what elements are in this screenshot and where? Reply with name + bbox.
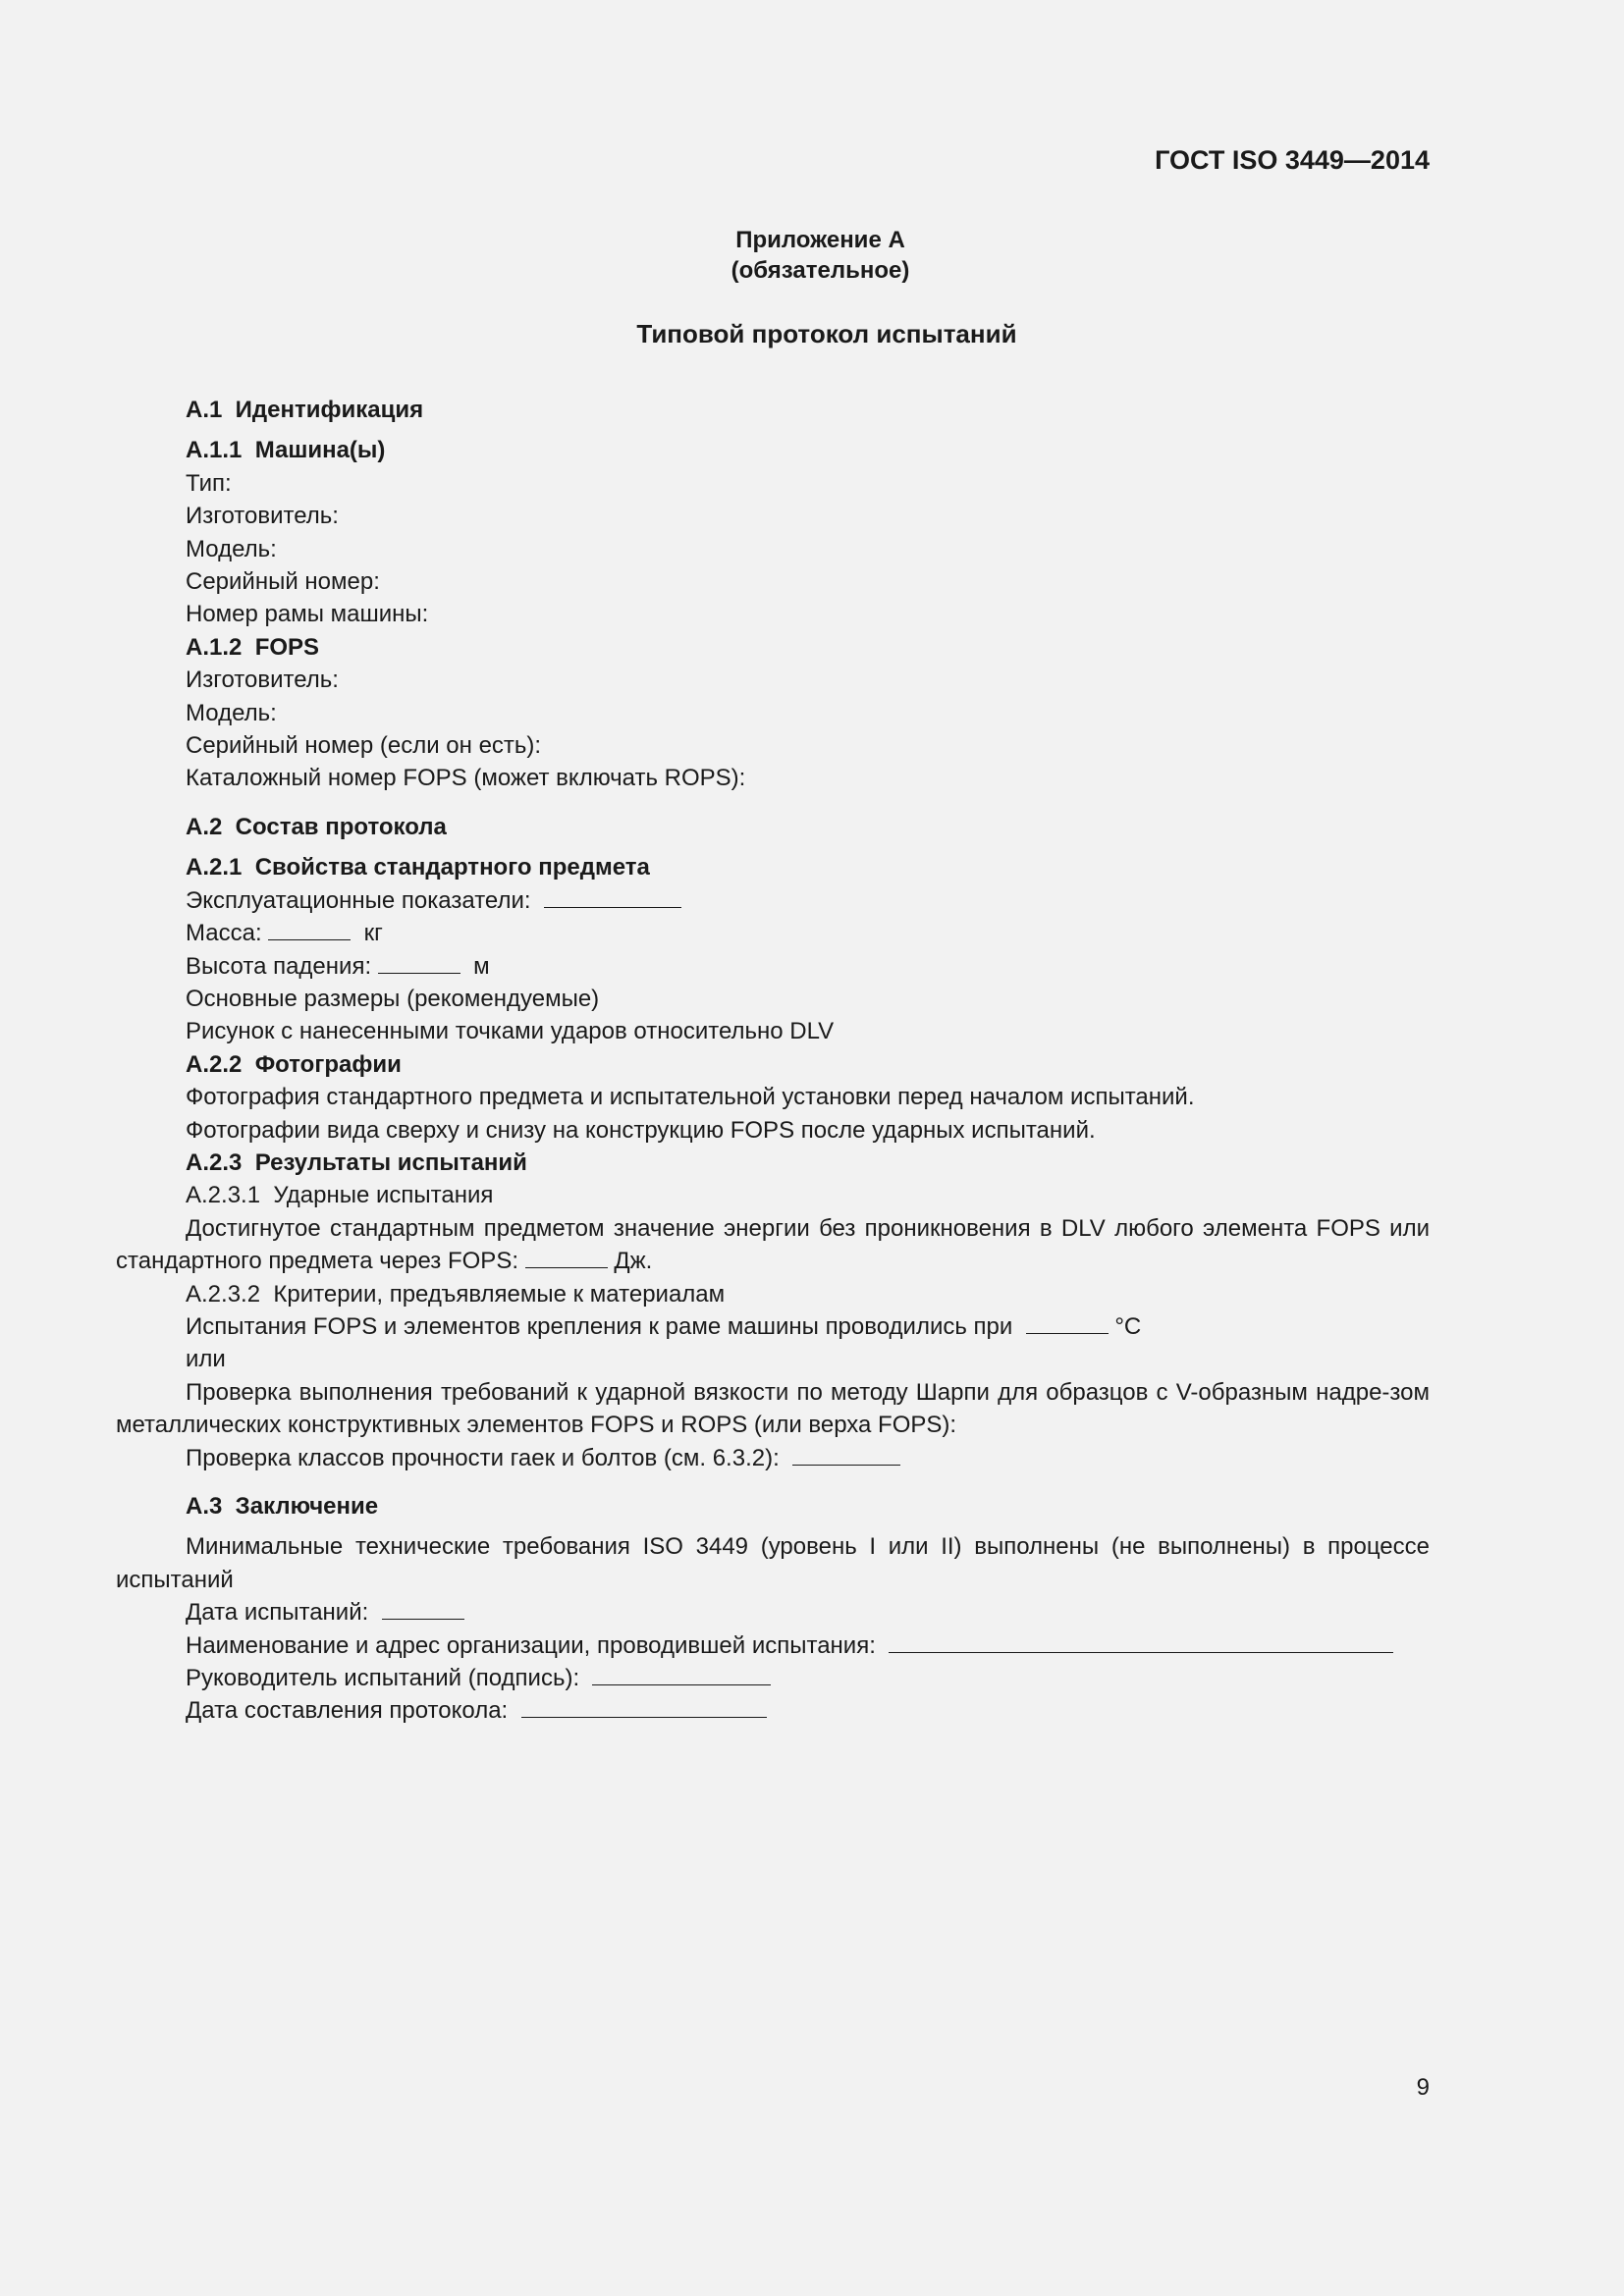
organization-label: Наименование и адрес организации, проводившей испытания: [186,1631,876,1659]
dimensions-text: Основные размеры (рекомендуемые) [186,985,600,1012]
organization-blank [889,1630,1393,1653]
charpy-paragraph: Проверка выполнения требований к ударной вязкости по методу Шарпи для образцов с V-образным надре-зом металлических конструктивных элементов FOPS и ROPS (или верха FOPS): [116,1378,1430,1439]
mass-blank [268,918,351,940]
annex-title: Приложение А [735,227,905,253]
figure-text: Рисунок с нанесенными точками ударов относительно DLV [186,1018,835,1045]
annex-subtitle: (обязательное) [731,257,910,284]
report-date-row [116,1694,1430,1727]
drop-height-blank [378,951,460,974]
section-heading-a3: А.3 Заключение [186,1493,379,1520]
strength-blank [792,1443,900,1466]
drop-height-row [116,950,1430,983]
temperature-unit: °С [1114,1312,1142,1340]
field-label: Серийный номер: [186,568,380,596]
section-heading-a22: А.2.2 Фотографии [186,1050,402,1078]
field-label: Каталожный номер FOPS (может включать ROPS): [186,765,746,792]
field-label: Модель: [186,699,277,726]
photo-item: Фотографии вида сверху и снизу на конструкцию FOPS после ударных испытаний. [186,1116,1096,1144]
energy-unit: Дж. [614,1248,653,1275]
field-label: Серийный номер (если он есть): [186,732,542,760]
drop-height-unit: м [473,952,490,980]
impact-result-paragraph [116,1212,1430,1278]
temperature-text: Испытания FOPS и элементов крепления к раме машины проводились при [186,1312,1013,1340]
report-date-blank [521,1695,767,1718]
page-number: 9 [1416,2074,1430,2101]
supervisor-row [116,1662,1430,1694]
performance-label: Эксплуатационные показатели: [186,886,531,914]
temperature-row [116,1310,1430,1343]
section-heading-a23: А.2.3 Результаты испытаний [186,1148,527,1176]
impact-result-text: Достигнутое стандартным предметом значение энергии без проникновения в DLV любого элемента FOPS или стандартного предмета через FOPS: [116,1214,1430,1275]
field-label: Изготовитель: [186,503,339,530]
test-date-row [116,1596,1430,1629]
field-label: Номер рамы машины: [186,601,429,628]
section-heading-a11: А.1.1 Машина(ы) [186,437,386,464]
supervisor-blank [592,1663,771,1685]
test-date-blank [382,1597,464,1620]
supervisor-label: Руководитель испытаний (подпись): [186,1665,580,1692]
field-label: Тип: [186,469,232,497]
section-heading-a231: А.2.3.1 Ударные испытания [186,1182,494,1209]
mass-row [116,917,1430,949]
photo-item: Фотография стандартного предмета и испытательной установки перед началом испытаний. [186,1084,1195,1111]
test-date-label: Дата испытаний: [186,1599,369,1627]
strength-row [116,1442,1430,1474]
strength-text: Проверка классов прочности гаек и болтов (см. 6.3.2): [186,1444,780,1471]
energy-blank [525,1246,608,1268]
performance-blank [544,885,681,908]
drop-height-label: Высота падения: [186,952,372,980]
section-heading-a21: А.2.1 Свойства стандартного предмета [186,854,650,881]
section-heading-a1: А.1 Идентификация [186,397,424,423]
section-heading-a2: А.2 Состав протокола [186,813,447,840]
standard-header: ГОСТ ISO 3449—2014 [1155,145,1430,175]
temperature-blank [1026,1311,1109,1334]
mass-unit: кг [363,920,383,947]
section-heading-a232: А.2.3.2 Критерии, предъявляемые к материалам [186,1280,726,1308]
document-body [116,394,1430,1728]
report-date-label: Дата составления протокола: [186,1697,509,1725]
organization-row [116,1629,1430,1662]
or-text: или [186,1346,226,1373]
mass-label: Масса: [186,920,262,947]
conclusion-paragraph: Минимальные технические требования ISO 3449 (уровень I или II) выполнены (не выполнены) в процессе испытаний [116,1533,1430,1593]
performance-row [116,884,1430,917]
document-title: Типовой протокол испытаний [636,319,1017,348]
field-label: Изготовитель: [186,667,339,694]
field-label: Модель: [186,535,277,562]
section-heading-a12: А.1.2 FOPS [186,633,320,661]
